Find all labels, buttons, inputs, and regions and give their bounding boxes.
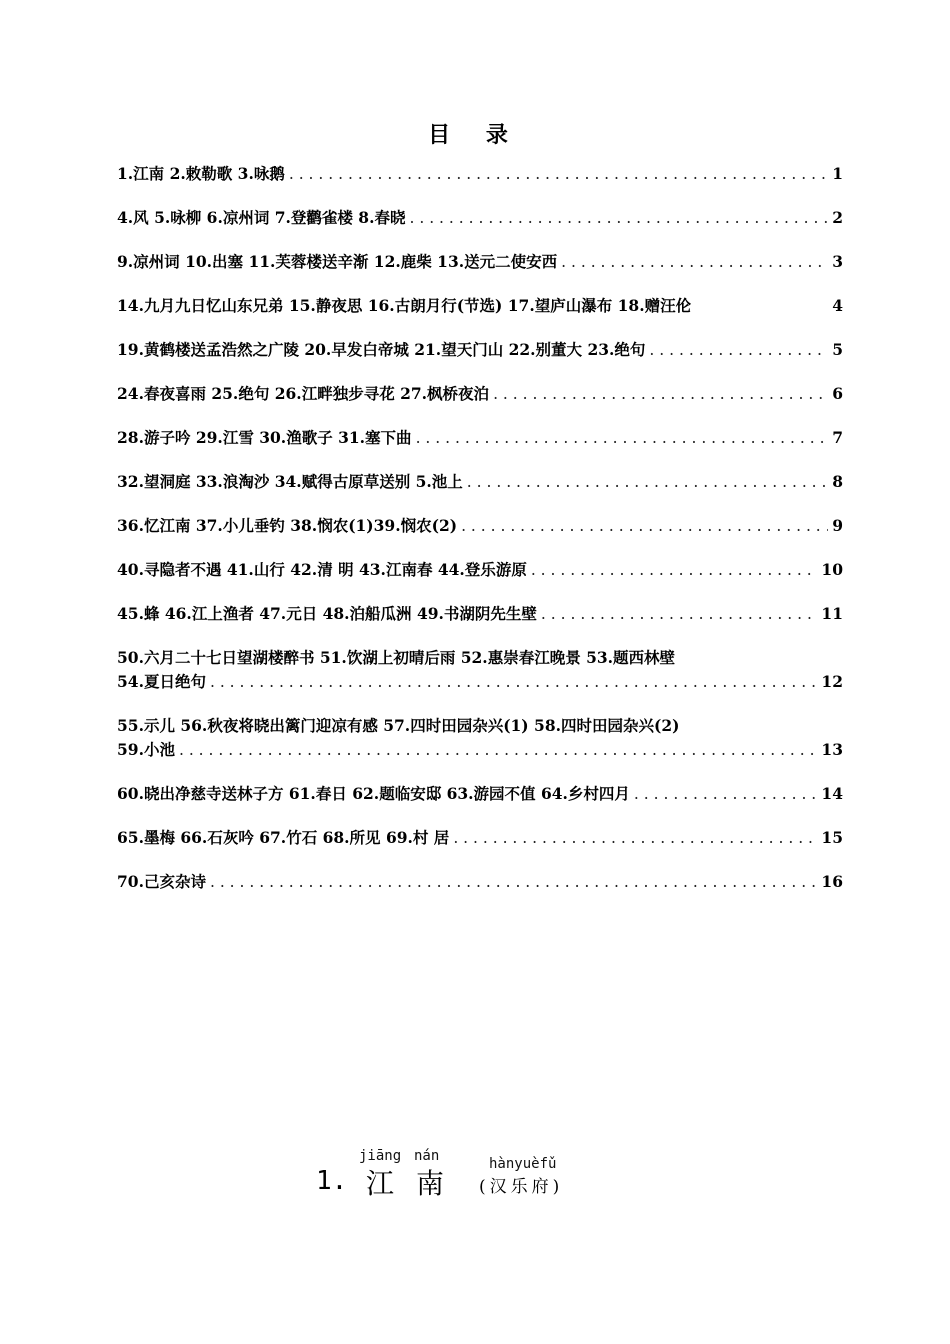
title-pinyin-2: nán (414, 1148, 440, 1164)
toc-entry[interactable] (117, 162, 843, 186)
toc-entry[interactable] (117, 250, 843, 274)
table-of-contents (117, 162, 843, 914)
toc-entry[interactable] (117, 826, 843, 850)
poem-heading (0, 1148, 950, 1208)
toc-page-number: 12 (821, 672, 843, 691)
leader-dots (289, 162, 828, 186)
leader-dots (179, 738, 817, 762)
toc-entry[interactable] (117, 558, 843, 582)
toc-entry-text: 4.风 5.咏柳 6.凉州词 7.登鹳雀楼 8.春晓 (117, 208, 406, 227)
leader-dots (541, 602, 818, 626)
leader-dots (531, 558, 818, 582)
toc-entry[interactable] (117, 514, 843, 538)
toc-page-number: 7 (832, 428, 843, 447)
toc-page-number: 2 (832, 208, 843, 227)
toc-entry[interactable] (117, 426, 843, 450)
leader-dots (210, 670, 817, 694)
toc-entry-text: 36.忆江南 37.小儿垂钓 38.悯农(1)39.悯农(2) (117, 516, 458, 535)
toc-entry-text: 24.春夜喜雨 25.绝句 26.江畔独步寻花 27.枫桥夜泊 (117, 384, 490, 403)
toc-page-number: 16 (821, 872, 843, 891)
toc-page-number: 3 (832, 252, 843, 271)
toc-entry-text: 32.望洞庭 33.浪淘沙 34.赋得古原草送别 5.池上 (117, 472, 463, 491)
toc-entry[interactable] (117, 382, 843, 406)
toc-entry[interactable] (117, 646, 843, 694)
toc-entry[interactable] (117, 870, 843, 894)
toc-entry-text: 14.九月九日忆山东兄弟 15.静夜思 16.古朗月行(节选) 17.望庐山瀑布 18.赠汪伦 (117, 296, 692, 315)
toc-entry-text: 45.蜂 46.江上渔者 47.元日 48.泊船瓜洲 49.书湖阴先生壁 (117, 604, 537, 623)
toc-page-number: 4 (832, 296, 843, 315)
toc-page-number: 15 (821, 828, 843, 847)
toc-entry-text: 9.凉州词 10.出塞 11.芙蓉楼送辛渐 12.鹿柴 13.送元二使安西 (117, 252, 558, 271)
author-pinyin: hànyuèfǔ (489, 1156, 557, 1172)
poem-title: 江南 (366, 1167, 467, 1200)
toc-page-number: 13 (821, 740, 843, 759)
leader-dots (416, 426, 829, 450)
poem-author: (汉乐府) (479, 1177, 564, 1197)
toc-entry-text: 28.游子吟 29.江雪 30.渔歌子 31.塞下曲 (117, 428, 412, 447)
leader-dots (461, 514, 828, 538)
leader-dots (210, 870, 817, 894)
toc-page-number: 8 (832, 472, 843, 491)
toc-page-number: 1 (832, 164, 843, 183)
leader-dots (493, 382, 828, 406)
leader-dots (649, 338, 828, 362)
title-pinyin-1: jiāng (359, 1148, 402, 1164)
toc-page-number: 11 (821, 604, 843, 623)
toc-entry-text: 65.墨梅 66.石灰吟 67.竹石 68.所见 69.村 居 (117, 828, 450, 847)
toc-entry-text: 59.小池 (117, 740, 175, 759)
leader-dots (561, 250, 828, 274)
poem-number: 1. (316, 1166, 348, 1196)
toc-entry-text-line1: 50.六月二十七日望湖楼醉书 51.饮湖上初晴后雨 52.惠崇春江晚景 53.题西林壁 (117, 648, 676, 667)
toc-entry-text: 60.晓出净慈寺送林子方 61.春日 62.题临安邸 63.游园不值 64.乡村四月 (117, 784, 630, 803)
leader-dots (410, 206, 829, 230)
toc-entry-text: 40.寻隐者不遇 41.山行 42.清 明 43.江南春 44.登乐游原 (117, 560, 527, 579)
toc-page-number: 10 (821, 560, 843, 579)
toc-entry[interactable] (117, 338, 843, 362)
toc-entry-text-line1: 55.示儿 56.秋夜将晓出篱门迎凉有感 57.四时田园杂兴(1) 58.四时田园杂兴(2) (117, 716, 680, 735)
toc-entry[interactable] (117, 782, 843, 806)
toc-entry-text: 70.己亥杂诗 (117, 872, 206, 891)
leader-dots (453, 826, 817, 850)
toc-entry[interactable] (117, 714, 843, 762)
toc-entry[interactable] (117, 294, 843, 318)
toc-page-number: 14 (821, 784, 843, 803)
toc-entry[interactable] (117, 206, 843, 230)
toc-page-number: 6 (832, 384, 843, 403)
toc-entry[interactable] (117, 602, 843, 626)
toc-entry-text: 54.夏日绝句 (117, 672, 206, 691)
toc-entry-text: 1.江南 2.敕勒歌 3.咏鹅 (117, 164, 285, 183)
toc-title: 目 录 (428, 122, 522, 148)
toc-entry[interactable] (117, 470, 843, 494)
toc-page-number: 9 (832, 516, 843, 535)
leader-dots (634, 782, 818, 806)
leader-dots (467, 470, 828, 494)
toc-entry-text: 19.黄鹤楼送孟浩然之广陵 20.早发白帝城 21.望天门山 22.别董大 23.绝句 (117, 340, 646, 359)
toc-page-number: 5 (832, 340, 843, 359)
